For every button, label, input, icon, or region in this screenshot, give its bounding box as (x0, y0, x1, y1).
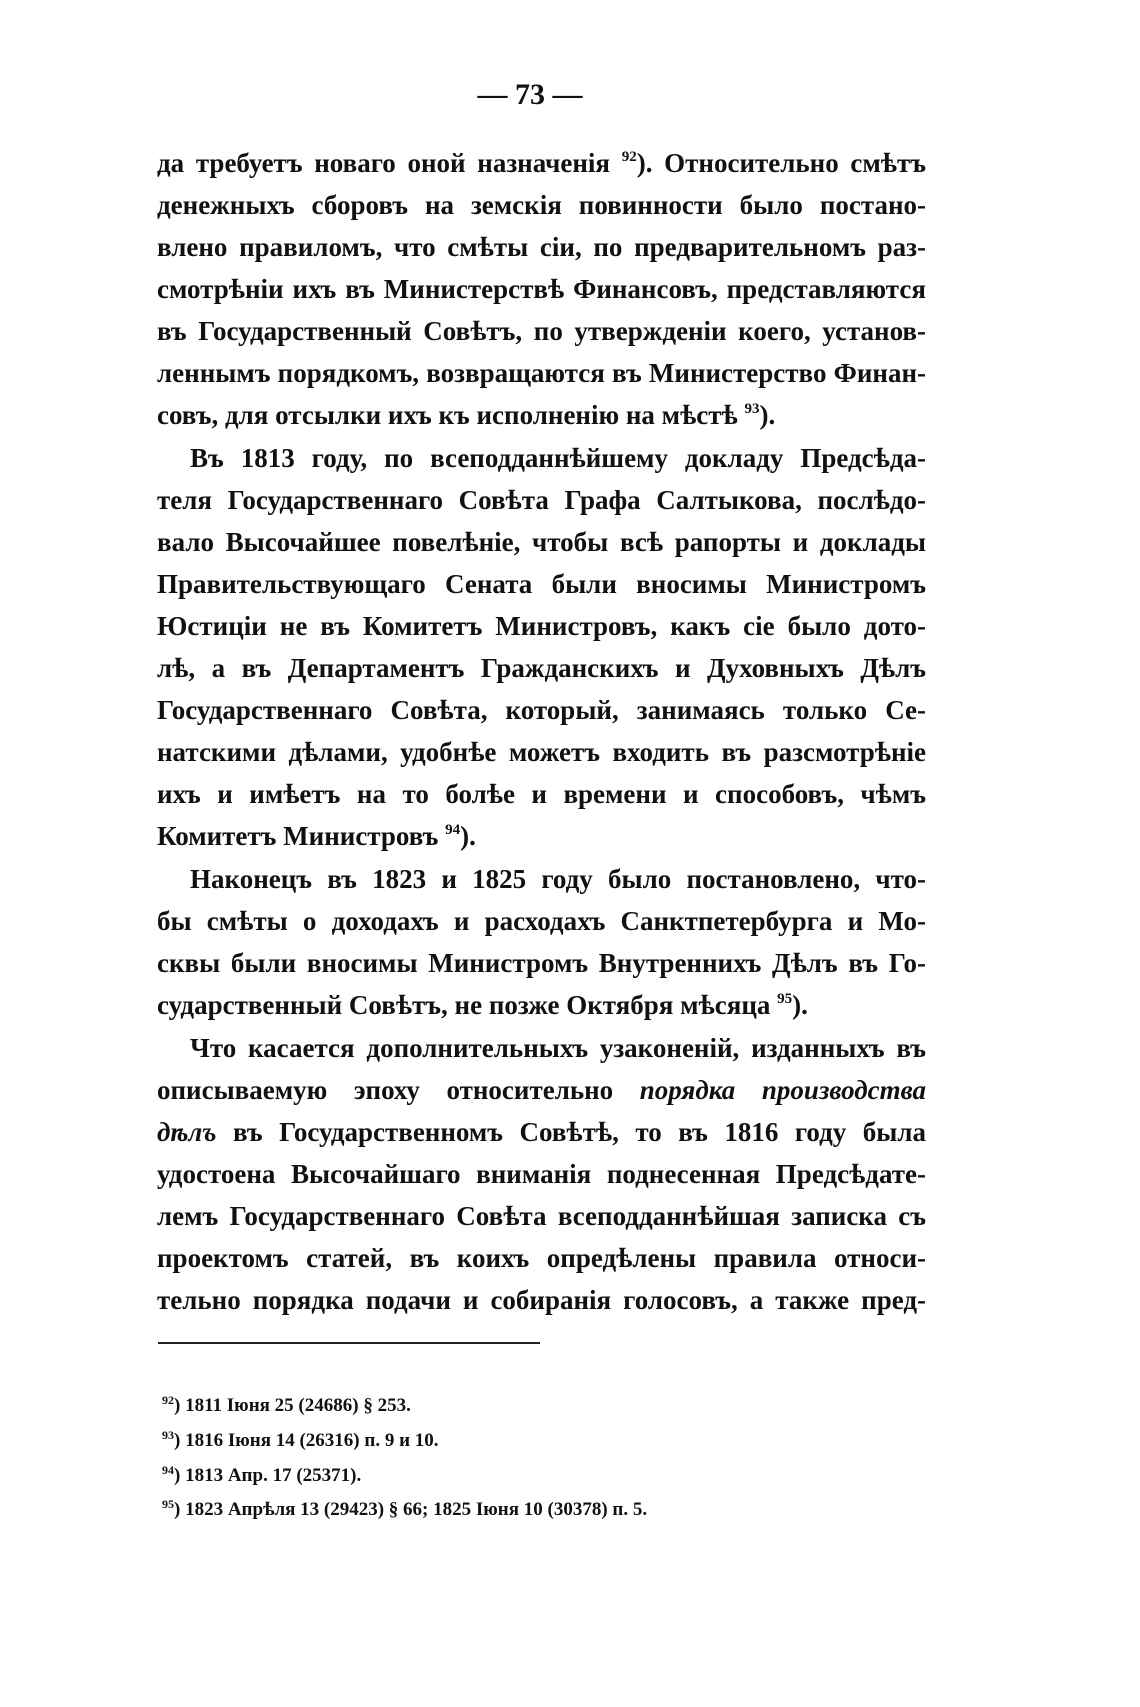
line-text: ). (792, 990, 808, 1020)
footnote-mark: 94 (162, 1463, 174, 1477)
text-line (157, 776, 926, 812)
line-text: натскими дѣлами, удобнѣе можетъ входить въ разсмотрѣніе (157, 737, 926, 767)
italic-text: порядка производства (639, 1075, 926, 1105)
line-text: Наконецъ въ 1823 и 1825 году было постановлено, что- (190, 864, 926, 894)
text-line (157, 313, 926, 349)
line-text: смотрѣніи ихъ въ Министерствѣ Финансовъ, представляются (157, 274, 926, 304)
footnote-text: ) 1813 Апр. 17 (25371). (174, 1465, 362, 1486)
footnote-divider (158, 1342, 540, 1344)
footnote-ref: 92 (621, 149, 637, 165)
italic-text: дѣлъ (157, 1117, 217, 1147)
line-text: описываемую эпоху относительно (157, 1075, 640, 1105)
text-line (157, 397, 926, 433)
text-line (157, 355, 926, 391)
text-line (190, 440, 926, 476)
footnote (162, 1430, 439, 1452)
line-text: ). (460, 821, 476, 851)
text-line (157, 818, 926, 854)
footnote-mark: 95 (162, 1497, 174, 1511)
line-text: тельно порядка подачи и собиранія голосовъ, а также пред- (157, 1285, 926, 1315)
line-text: ихъ и имѣетъ на то болѣе и времени и способовъ, чѣмъ (157, 779, 926, 809)
text-line (157, 903, 926, 939)
line-text: совъ, для отсылки ихъ къ исполненію на мѣстѣ (157, 400, 745, 430)
text-line (157, 524, 926, 560)
footnote-ref: 94 (445, 822, 461, 838)
line-text: удостоена Высочайшаго вниманія поднесенная Предсѣдате- (157, 1159, 926, 1189)
footnote-text: ) 1811 Іюня 25 (24686) § 253. (174, 1395, 411, 1416)
line-text: сквы были вносимы Министромъ Внутреннихъ Дѣлъ въ Го- (157, 948, 926, 978)
text-line (157, 1072, 926, 1108)
line-text: Комитетъ Министровъ (157, 821, 446, 851)
line-text: денежныхъ сборовъ на земскія повинности было постано- (157, 190, 926, 220)
text-line (157, 145, 926, 181)
text-line (157, 1240, 926, 1276)
text-line (190, 861, 926, 897)
text-line (190, 1030, 926, 1066)
text-line (157, 608, 926, 644)
text-line (157, 692, 926, 728)
text-line (157, 1198, 926, 1234)
line-text: леннымъ порядкомъ, возвращаются въ Министерство Финан- (157, 358, 926, 388)
line-text: Правительствующаго Сената были вносимы Министромъ (157, 569, 926, 599)
text-line (157, 1114, 926, 1150)
text-line (157, 1282, 926, 1318)
footnote (162, 1395, 411, 1417)
line-text: влено правиломъ, что смѣты сіи, по предварительномъ раз- (157, 232, 926, 262)
line-text: бы смѣты о доходахъ и расходахъ Санктпетербурга и Мо- (157, 906, 926, 936)
line-text: сударственный Совѣтъ, не позже Октября мѣсяца (157, 990, 778, 1020)
line-text: ). (759, 400, 776, 430)
line-text: Государственнаго Совѣта, который, занимаясь только Се- (157, 695, 926, 725)
line-text: въ Государственномъ Совѣтѣ, то въ 1816 году была (216, 1117, 926, 1147)
text-line (157, 650, 926, 686)
text-line (157, 271, 926, 307)
footnote-mark: 92 (162, 1393, 174, 1407)
line-text: лѣ, а въ Департаментъ Гражданскихъ и Духовныхъ Дѣлъ (157, 653, 926, 683)
footnote-text: ) 1816 Іюня 14 (26316) п. 9 и 10. (174, 1430, 439, 1451)
line-text: да требуетъ новаго оной назначенія (157, 148, 622, 178)
text-line (157, 987, 926, 1023)
page-number: — 73 — (477, 78, 583, 111)
text-line (157, 945, 926, 981)
line-text: Юстиціи не въ Комитетъ Министровъ, какъ сіе было дото- (157, 611, 926, 641)
text-line (157, 229, 926, 265)
text-line (157, 734, 926, 770)
footnote (162, 1499, 647, 1521)
line-text: теля Государственнаго Совѣта Графа Салтыкова, послѣдо- (157, 485, 926, 515)
text-line (157, 1156, 926, 1192)
line-text: Въ 1813 году, по всеподданнѣйшему докладу Предсѣда- (190, 443, 926, 473)
line-text: проектомъ статей, въ коихъ опредѣлены правила относи- (157, 1243, 926, 1273)
line-text: вало Высочайшее повелѣніе, чтобы всѣ рапорты и доклады (157, 527, 926, 557)
line-text: лемъ Государственнаго Совѣта всеподданнѣйшая записка съ (157, 1201, 926, 1231)
line-text: Что касается дополнительныхъ узаконеній, изданныхъ въ (190, 1033, 926, 1063)
text-line (157, 566, 926, 602)
text-line (157, 482, 926, 518)
text-line (157, 187, 926, 223)
footnote-ref: 93 (744, 401, 760, 417)
line-text: ). Относительно смѣтъ (636, 148, 926, 178)
footnote-text: ) 1823 Апрѣля 13 (29423) § 66; 1825 Іюня 10 (30378) п. 5. (174, 1499, 648, 1520)
line-text: въ Государственный Совѣтъ, по утвержденіи коего, установ- (157, 316, 926, 346)
footnote-ref: 95 (777, 991, 793, 1007)
footnote-mark: 93 (162, 1428, 174, 1442)
footnote (162, 1465, 361, 1487)
